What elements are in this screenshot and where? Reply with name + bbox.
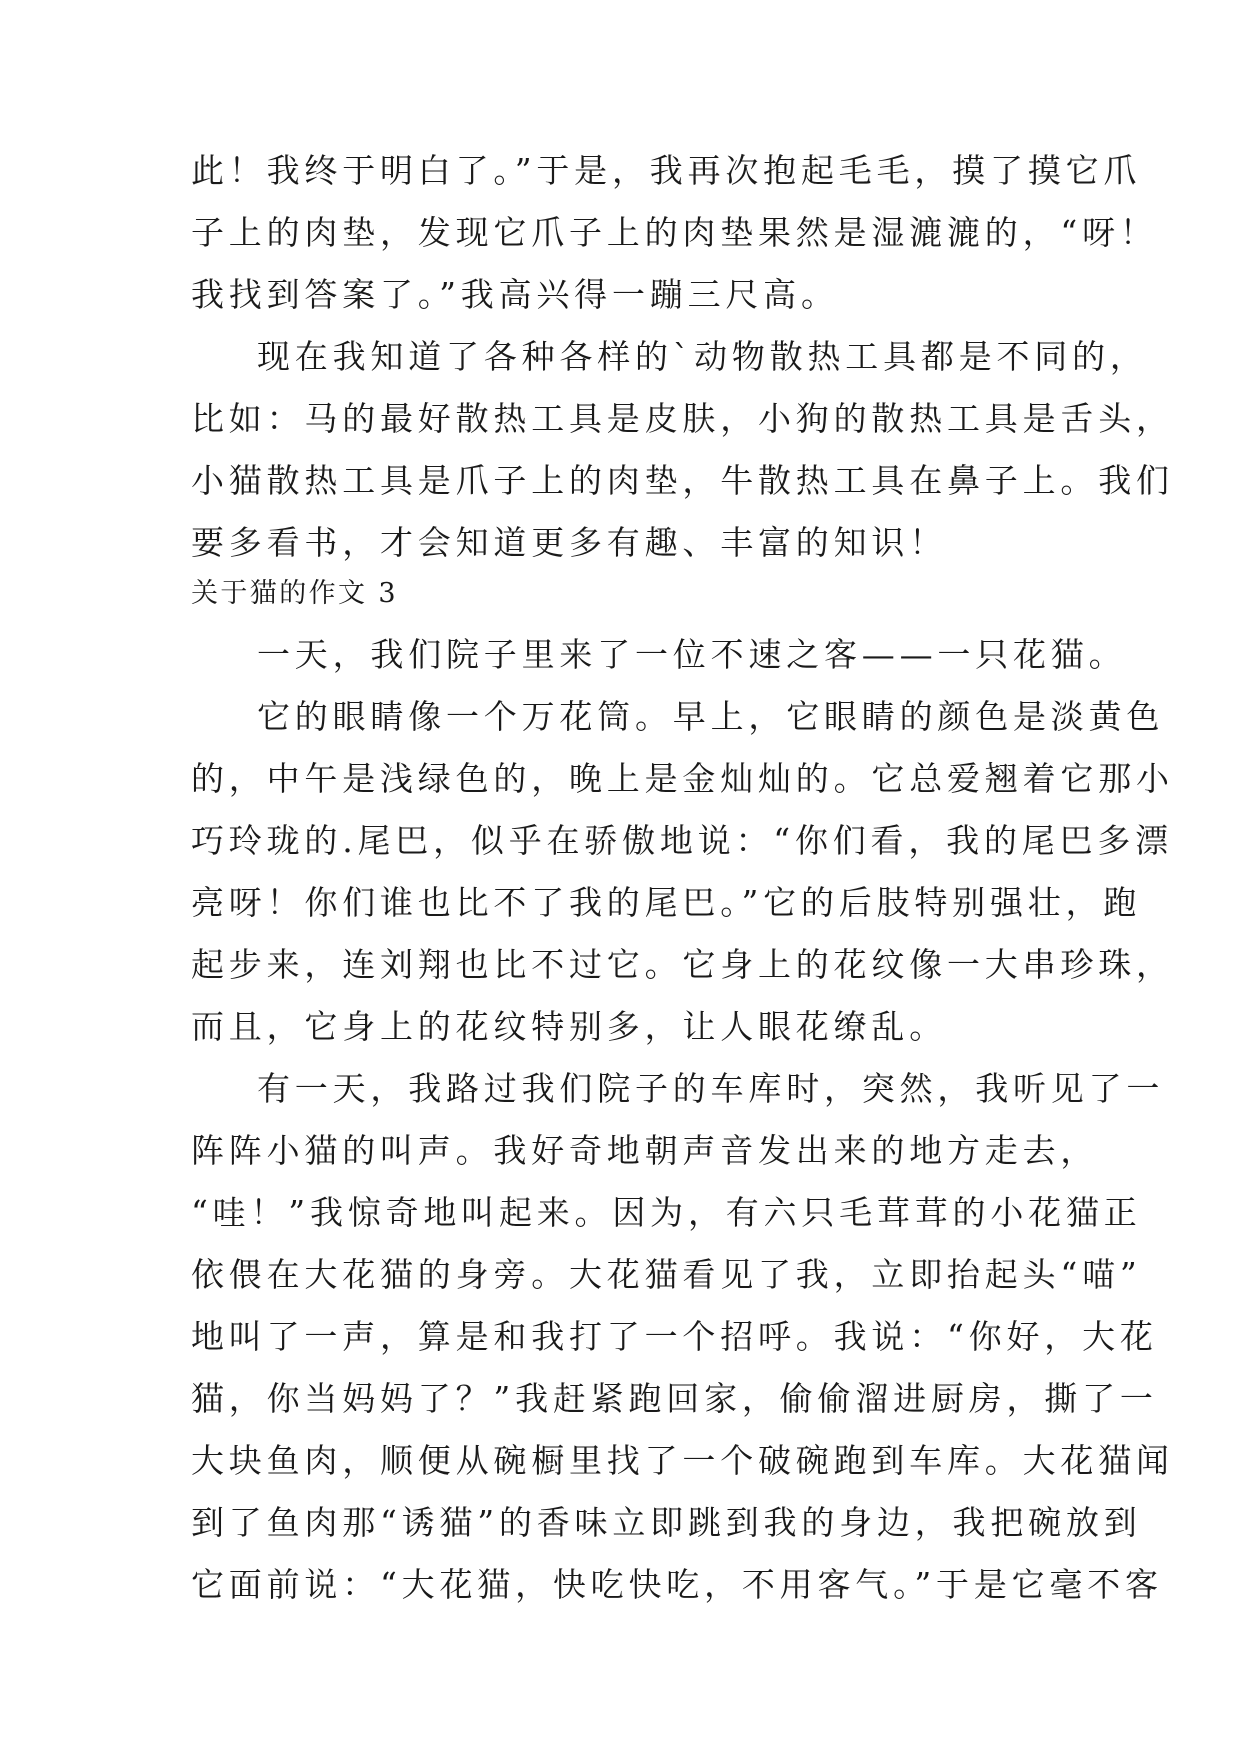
paragraph-5: [191, 1058, 1174, 1616]
text-line: 依偎在大花猫的身旁。大花猫看见了我，立即抬起头“喵”: [191, 1255, 1142, 1294]
paragraph-3: [191, 624, 1127, 686]
document-body: [191, 140, 1174, 1616]
text-line: 它面前说：“大花猫，快吃快吃，不用客气。”于是它毫不客: [191, 1565, 1163, 1604]
text-line: 有一天，我路过我们院子的车库时，突然，我听见了一: [257, 1069, 1165, 1108]
text-line: 我找到答案了。”我高兴得一蹦三尺高。: [191, 275, 839, 314]
text-line: 要多看书，才会知道更多有趣、丰富的知识！: [191, 523, 947, 562]
text-line: 子上的肉垫，发现它爪子上的肉垫果然是湿漉漉的，“呀！: [191, 213, 1158, 252]
paragraph-4: [191, 686, 1174, 1058]
text-line: 小猫散热工具是爪子上的肉垫，牛散热工具在鼻子上。我们: [191, 461, 1174, 500]
paragraph-2: [191, 326, 1174, 574]
section-heading: 关于猫的作文 3: [191, 578, 398, 609]
text-line: “哇！”我惊奇地叫起来。因为，有六只毛茸茸的小花猫正: [191, 1193, 1142, 1232]
text-line: 亮呀！你们谁也比不了我的尾巴。”它的后肢特别强壮，跑: [191, 883, 1142, 922]
text-line: 比如：马的最好散热工具是皮肤，小狗的散热工具是舌头，: [191, 399, 1174, 438]
text-line: 它的眼睛像一个万花筒。早上，它眼睛的颜色是淡黄色: [257, 697, 1165, 736]
text-line: 起步来，连刘翔也比不过它。它身上的花纹像一大串珍珠，: [191, 945, 1174, 984]
text-line: 猫，你当妈妈了？”我赶紧跑回家，偷偷溜进厨房，撕了一: [191, 1379, 1158, 1418]
text-line: 大块鱼肉，顺便从碗橱里找了一个破碗跑到车库。大花猫闻: [191, 1441, 1174, 1480]
text-line: 阵阵小猫的叫声。我好奇地朝声音发出来的地方走去，: [191, 1131, 1099, 1170]
text-line: 地叫了一声，算是和我打了一个招呼。我说：“你好，大花: [191, 1317, 1158, 1356]
text-line: 的，中午是浅绿色的，晚上是金灿灿的。它总爱翘着它那小: [191, 759, 1174, 798]
text-line: 到了鱼肉那“诱猫”的香味立即跳到我的身边，我把碗放到: [191, 1503, 1142, 1542]
text-line: 而且，它身上的花纹特别多，让人眼花缭乱。: [191, 1007, 947, 1046]
text-line: 巧玲珑的.尾巴，似乎在骄傲地说：“你们看，我的尾巴多漂: [191, 821, 1173, 860]
text-line: 此！我终于明白了。”于是，我再次抱起毛毛，摸了摸它爪: [191, 151, 1142, 190]
text-line: 现在我知道了各种各样的`动物散热工具都是不同的，: [257, 337, 1148, 376]
text-line: 一天，我们院子里来了一位不速之客——一只花猫。: [257, 635, 1127, 674]
paragraph-1: [191, 140, 1158, 326]
